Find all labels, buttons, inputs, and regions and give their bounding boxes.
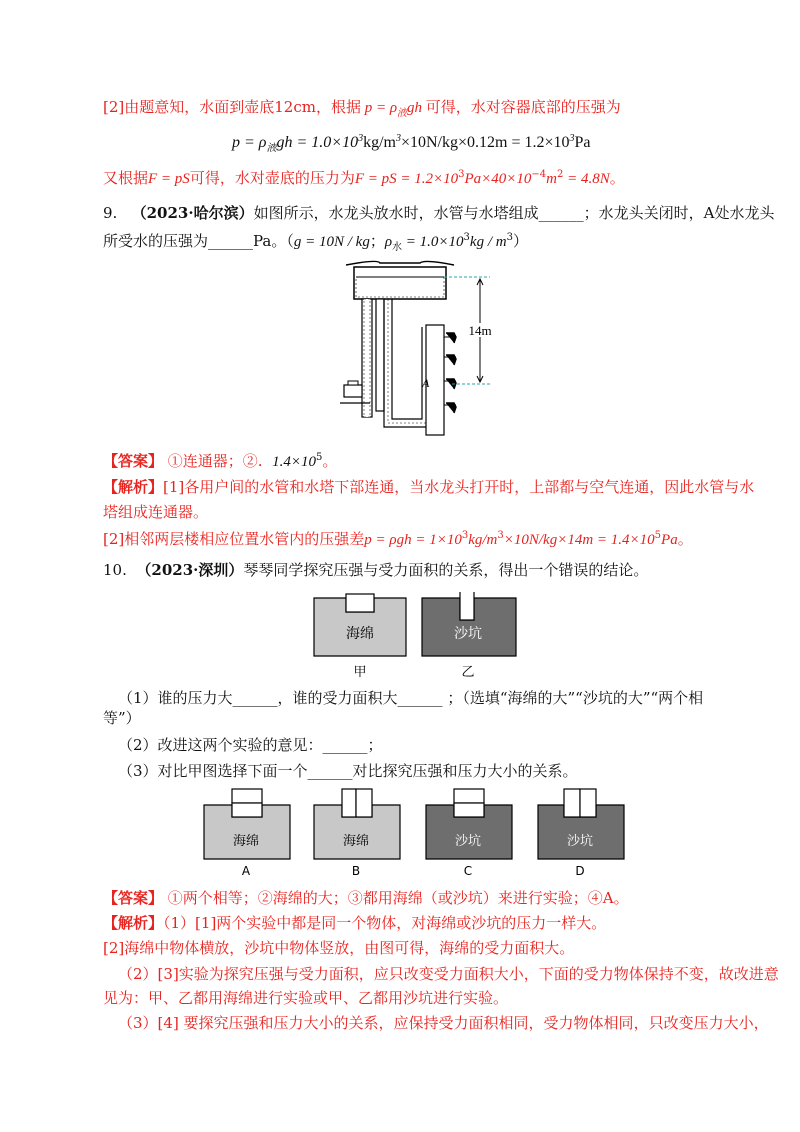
svg-text:沙坑: 沙坑: [454, 834, 482, 849]
q10-part1-b: 等”）: [103, 709, 141, 727]
answer-9: 【答案】 ①连通器；②. $1.4\times 10^5$。: [103, 452, 338, 470]
question-10: 10. （2023·深圳）琴琴同学探究压强与受力面积的关系，得出一个错误的结论。: [103, 561, 649, 579]
text: 可得，水对容器底部的压强为: [425, 98, 621, 116]
svg-text:甲: 甲: [353, 665, 367, 680]
explanation-10-line-2: [2]海绵中物体横放，沙坑中物体竖放，由图可得，海绵的受力面积大。: [103, 939, 575, 957]
explanation-9-line-1: 【解析】[1]各用户间的水管和水塔下部连通，当水龙头打开时，上部都与空气连通，因此水管与水: [103, 478, 755, 496]
solution-line-2: 又根据F = pS可得，水对壶底的压力为F = pS = $1.2\times 10^3Pa\times 40\times 10^{-4}m^2 = 4.8N$。: [103, 169, 625, 187]
question-9-line-1: 9. （2023·哈尔滨）如图所示，水龙头放水时，水管与水塔组成______；水龙头关闭时，A处水龙头: [103, 204, 775, 222]
svg-text:海绵: 海绵: [342, 834, 370, 849]
text: [2]由题意知，水面到壶底12cm，根据: [103, 98, 361, 116]
svg-text:C: C: [463, 864, 473, 878]
q10-part2: （2）改进这两个实验的意见：______；: [118, 736, 383, 754]
svg-text:乙: 乙: [461, 665, 475, 680]
svg-text:D: D: [575, 864, 585, 878]
formula-pressure: $p = \rho_液gh = 1.0\times 10^3kg/m^3\times 10N/kg\times 0.12m = 1.2\times 10^3Pa$: [232, 133, 591, 154]
svg-text:沙坑: 沙坑: [454, 626, 482, 642]
q10-part3: （3）对比甲图选择下面一个______对比探究压强和压力大小的关系。: [118, 762, 578, 780]
question-9-line-2: 所受水的压强为______Pa。（g = 10N / kg；$\rho_水 = 1.0\times 10^3kg / m^3$）: [103, 232, 528, 253]
svg-text:海绵: 海绵: [346, 626, 374, 642]
solution-line-1: [103, 97, 621, 118]
explanation-10-line-1: 【解析】（1）[1]两个实验中都是同一个物体，对海绵或沙坑的压力一样大。: [103, 914, 607, 932]
svg-text:海绵: 海绵: [232, 834, 260, 849]
svg-text:A: A: [241, 864, 251, 878]
answer-10: 【答案】 ①两个相等；②海绵的大；③都用海绵（或沙坑）来进行实验；④A。: [103, 889, 629, 907]
sponge-sand-figure: [312, 592, 518, 680]
explanation-10-line-5: （3）[4] 要探究压强和压力大小的关系，应保持受力面积相同，受力物体相同，只改变压力大小，: [118, 1014, 769, 1032]
inline-formula: $p = \rho_液gh$: [360, 100, 426, 119]
explanation-9-line-2: 塔组成连通器。: [103, 503, 209, 521]
svg-text:B: B: [351, 864, 361, 878]
explanation-10-line-3: （2）[3]实验为探究压强与受力面积，应只改变受力面积大小，下面的受力物体保持不变，故改进意: [118, 965, 779, 983]
water-tower-figure: [340, 257, 500, 442]
abcd-figure: [202, 783, 632, 879]
height-label: 14m: [468, 323, 492, 338]
svg-text:沙坑: 沙坑: [566, 834, 594, 849]
explanation-9-line-3: [2]相邻两层楼相应位置水管内的压强差$p = \rho gh = 1\times 10^3kg/m^3\times 10N/kg\times 14m = 1.4\times 10^5Pa$。: [103, 530, 693, 548]
point-a-label: A: [422, 376, 430, 390]
explanation-10-line-4: 见为：甲、乙都用海绵进行实验或甲、乙都用沙坑进行实验。: [103, 989, 509, 1007]
q10-part1-a: （1）谁的压力大______，谁的受力面积大______ ；（选填“海绵的大”“沙坑的大”“两个相: [118, 689, 704, 707]
